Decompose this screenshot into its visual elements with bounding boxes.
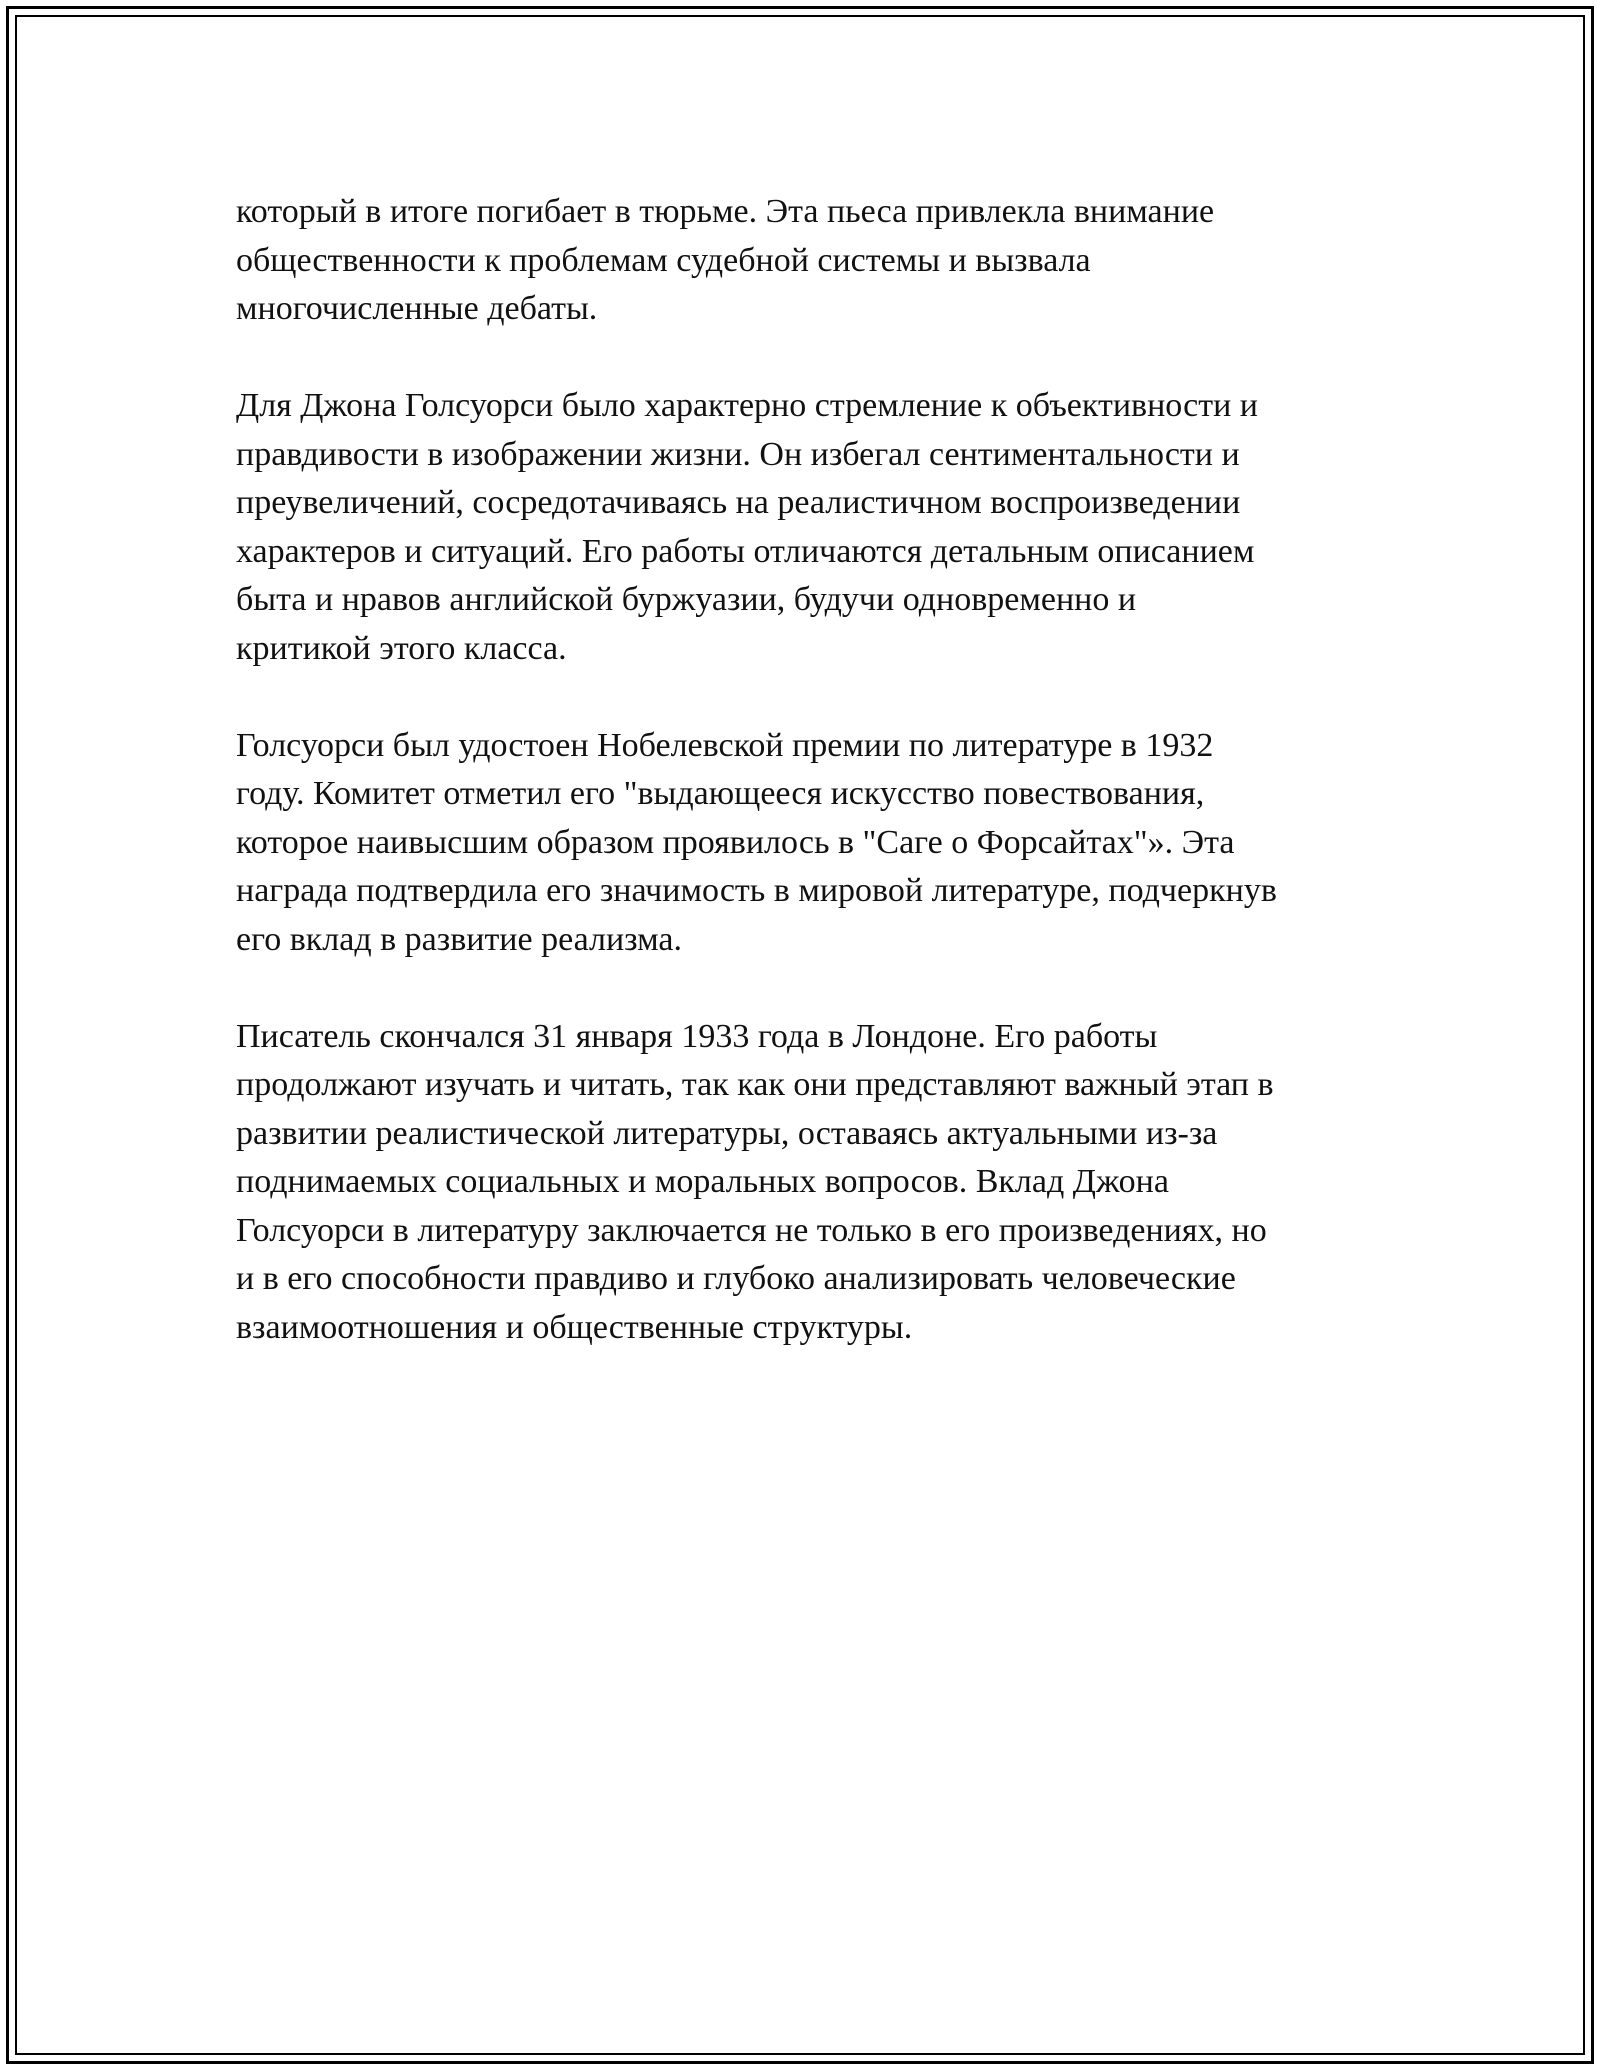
text-line: правдивости в изображении жизни. Он избегал сентиментальности и xyxy=(236,435,1240,473)
text-line: взаимоотношения и общественные структуры. xyxy=(236,1308,913,1346)
paragraph-death-legacy xyxy=(236,1013,1376,1353)
text-line: и в его способности правдиво и глубоко анализировать человеческие xyxy=(236,1260,1236,1297)
text-line: характеров и ситуаций. Его работы отличаются детальным описанием xyxy=(236,532,1255,570)
paragraph-style xyxy=(236,382,1376,673)
text-line: преувеличений, сосредотачиваясь на реалистичном воспроизведении xyxy=(236,484,1241,521)
text-line: общественности к проблемам судебной системы и вызвала xyxy=(236,241,1091,279)
text-line: Голсуорси был удостоен Нобелевской премии по литературе в 1932 xyxy=(236,726,1214,764)
paragraph-prison-play xyxy=(236,188,1376,334)
paragraph-nobel-prize xyxy=(236,722,1376,965)
text-line: Для Джона Голсуорси было характерно стремление к объективности и xyxy=(236,387,1258,424)
text-line: награда подтвердила его значимость в мировой литературе, подчеркнув xyxy=(236,872,1277,909)
text-line: продолжают изучать и читать, так как они представляют важный этап в xyxy=(236,1066,1274,1103)
text-line: быта и нравов английской буржуазии, будучи одновременно и xyxy=(236,581,1137,618)
text-line: Голсуорси в литературу заключается не только в его произведениях, но xyxy=(236,1211,1267,1249)
document-body xyxy=(236,188,1376,1401)
text-line: критикой этого класса. xyxy=(236,629,567,667)
text-line: году. Комитет отметил его "выдающееся искусство повествования, xyxy=(236,775,1205,812)
text-line: который в итоге погибает в тюрьме. Эта пьеса привлекла внимание xyxy=(236,193,1215,230)
text-line: поднимаемых социальных и моральных вопросов. Вклад Джона xyxy=(236,1163,1169,1200)
text-line: развитии реалистической литературы, оставаясь актуальными из-за xyxy=(236,1114,1218,1152)
text-line: многочисленные дебаты. xyxy=(236,290,598,327)
text-line: его вклад в развитие реализма. xyxy=(236,920,682,958)
text-line: Писатель скончался 31 января 1933 года в Лондоне. Его работы xyxy=(236,1017,1158,1055)
text-line: которое наивысшим образом проявилось в "Саге о Форсайтах"». Эта xyxy=(236,823,1235,861)
